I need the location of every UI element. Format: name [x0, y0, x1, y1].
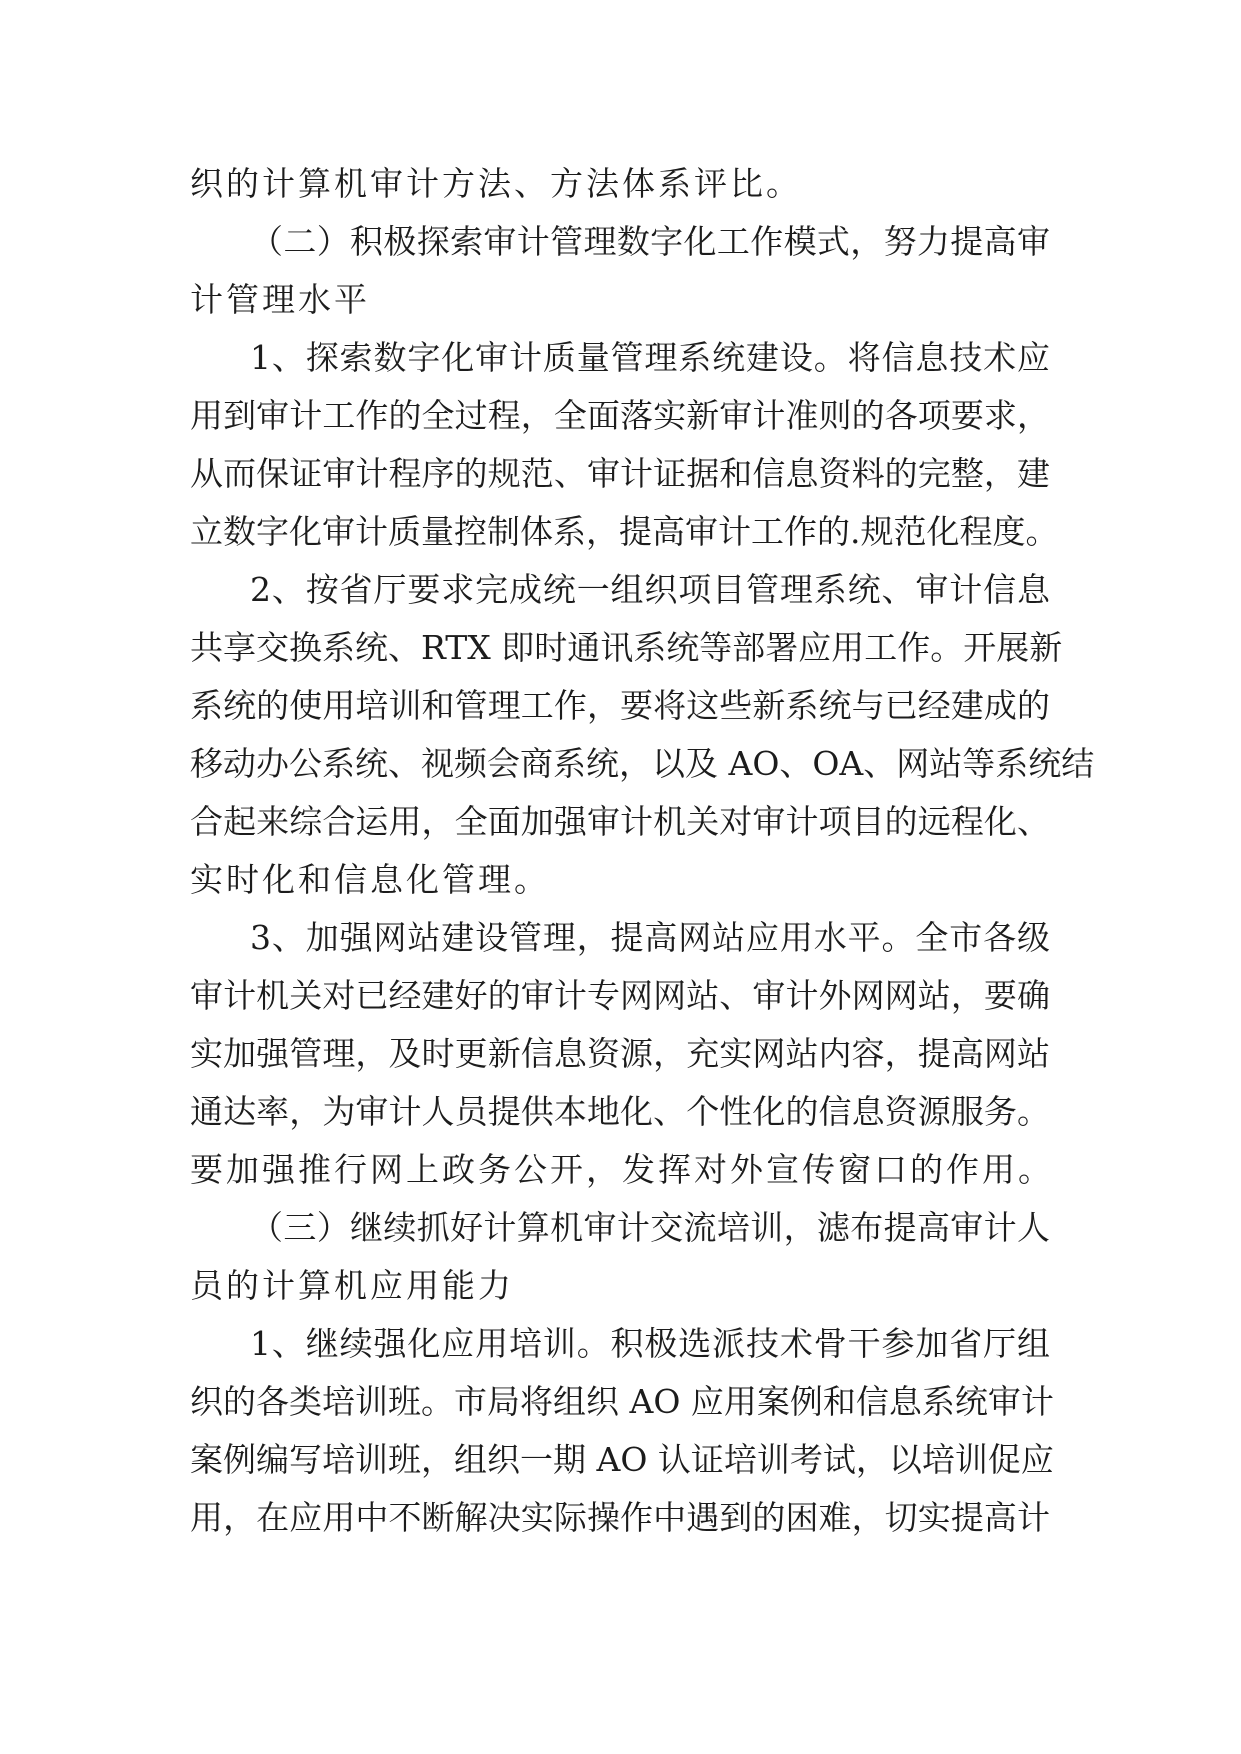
section-heading-line: （三）继续抓好计算机审计交流培训，滤布提高审计人	[250, 1208, 1050, 1247]
section-heading-line: 计管理水平	[190, 280, 370, 319]
paragraph-line: 用，在应用中不断解决实际操作中遇到的困难，切实提高计	[190, 1498, 1050, 1537]
section-heading-line: 员的计算机应用能力	[190, 1266, 514, 1305]
paragraph-line: 立数字化审计质量控制体系，提高审计工作的.规范化程度。	[190, 512, 1059, 551]
paragraph-line: 要加强推行网上政务公开，发挥对外宣传窗口的作用。	[190, 1150, 1054, 1189]
paragraph-line: 案例编写培训班，组织一期 AO 认证培训考试，以培训促应	[190, 1440, 1054, 1479]
paragraph-line: 合起来综合运用，全面加强审计机关对审计项目的远程化、	[190, 802, 1050, 841]
paragraph-line: 用到审计工作的全过程，全面落实新审计准则的各项要求，	[190, 396, 1050, 435]
paragraph-line: 织的计算机审计方法、方法体系评比。	[190, 164, 802, 203]
paragraph-line: 系统的使用培训和管理工作，要将这些新系统与已经建成的	[190, 686, 1050, 725]
paragraph-line: 3、加强网站建设管理，提高网站应用水平。全市各级	[250, 918, 1050, 957]
paragraph-line: 实时化和信息化管理。	[190, 860, 550, 899]
paragraph-line: 从而保证审计程序的规范、审计证据和信息资料的完整，建	[190, 454, 1050, 493]
paragraph-line: 实加强管理，及时更新信息资源，充实网站内容，提高网站	[190, 1034, 1050, 1073]
paragraph-line: 通达率，为审计人员提供本地化、个性化的信息资源服务。	[190, 1092, 1050, 1131]
paragraph-line: 1、继续强化应用培训。积极选派技术骨干参加省厅组	[250, 1324, 1050, 1363]
paragraph-line: 2、按省厅要求完成统一组织项目管理系统、审计信息	[250, 570, 1050, 609]
paragraph-line: 织的各类培训班。市局将组织 AO 应用案例和信息系统审计	[190, 1382, 1054, 1421]
section-heading-line: （二）积极探索审计管理数字化工作模式，努力提高审	[250, 222, 1050, 261]
paragraph-line: 共享交换系统、RTX 即时通讯系统等部署应用工作。开展新	[190, 628, 1063, 667]
paragraph-line: 移动办公系统、视频会商系统，以及 AO、OA、网站等系统结	[190, 744, 1095, 783]
paragraph-line: 1、探索数字化审计质量管理系统建设。将信息技术应	[250, 338, 1050, 377]
paragraph-line: 审计机关对已经建好的审计专网网站、审计外网网站，要确	[190, 976, 1050, 1015]
